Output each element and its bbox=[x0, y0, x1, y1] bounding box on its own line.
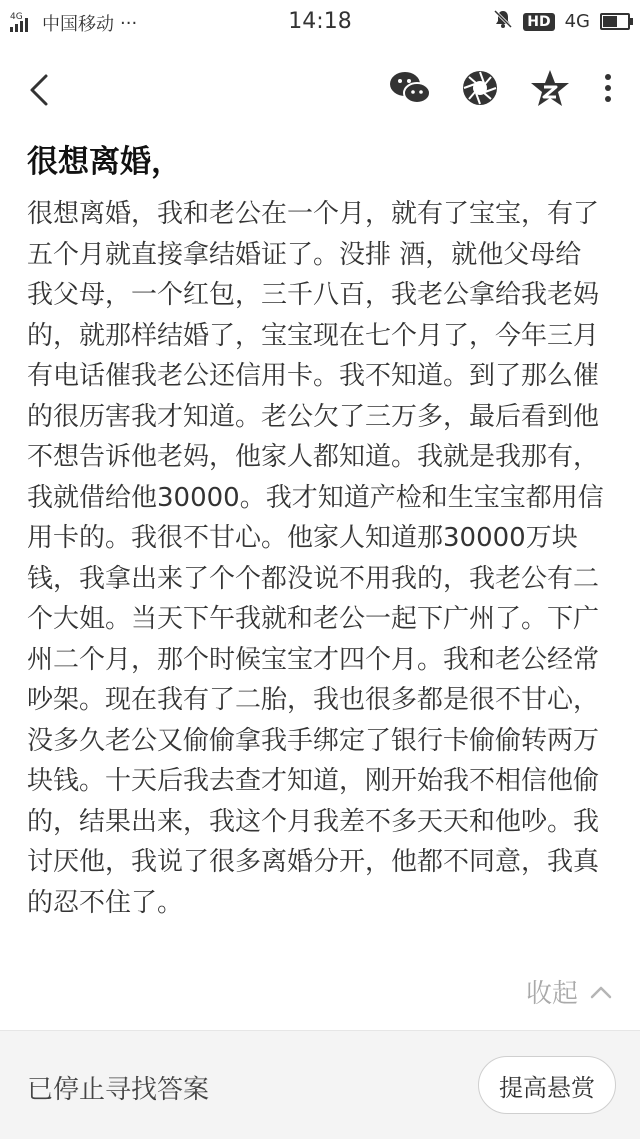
moments-icon bbox=[461, 69, 499, 107]
back-icon bbox=[22, 64, 62, 112]
mute-bell-icon bbox=[493, 9, 513, 34]
raise-bounty-button[interactable]: 提高悬赏 bbox=[478, 1056, 616, 1114]
share-moments-button[interactable] bbox=[458, 66, 502, 110]
search-stopped-status: 已停止寻找答案 bbox=[27, 1075, 210, 1105]
collapse-button[interactable] bbox=[526, 973, 612, 1010]
network-type: 4G bbox=[564, 11, 590, 32]
more-icon bbox=[604, 73, 612, 103]
status-right bbox=[493, 9, 630, 34]
chevron-up-icon bbox=[590, 985, 612, 999]
share-wechat-button[interactable] bbox=[388, 66, 432, 110]
footer-bar bbox=[0, 1030, 640, 1139]
qzone-icon bbox=[530, 69, 570, 107]
network-tag: 4G bbox=[10, 12, 23, 22]
question-body: 很想离婚，我和老公在一个月，就有了宝宝，有了五个月就直接拿结婚证了。没排 酒，就他父母给我父母，一个红包，三千八百，我老公拿给我老妈的，就那样结婚了，宝宝现在七个月了，今年三月有电话催我老公还信用卡。我不知道。到了那么催的很历害我才知道。老公欠了三万多，最后看到他不想告诉他老妈，他家人都知道。我就是我那有，我就借给他30000。我才知道产检和生宝宝都用信用卡的。我很不甘心。他家人知道那30000万块钱，我拿出来了个个都没说不用我的，我老公有二个大姐。当天下午我就和老公一起下广州了。下广州二个月，那个时候宝宝才四个月。我和老公经常吵架。现在我有了二胎，我也很多都是很不甘心，没多久老公又偷偷拿我手绑定了银行卡偷偷转两万块钱。十天后我去查才知道，刚开始我不相信他偷的，结果出来，我这个月我差不多天天和他吵。我讨厌他，我说了很多离婚分开，他都不同意，我真的忍不住了。 bbox=[27, 199, 604, 918]
nav-actions bbox=[388, 66, 618, 110]
wechat-icon bbox=[389, 70, 431, 106]
carrier-name: 中国移动 bbox=[42, 14, 114, 35]
battery-icon bbox=[600, 13, 630, 30]
status-time: 14:18 bbox=[288, 9, 352, 34]
nav-bar bbox=[0, 56, 640, 120]
question-title: 很想离婚， bbox=[27, 144, 182, 180]
share-qzone-button[interactable] bbox=[528, 66, 572, 110]
collapse-label: 收起 bbox=[525, 979, 578, 1009]
status-dots: ··· bbox=[120, 12, 138, 34]
more-button[interactable] bbox=[598, 66, 618, 110]
status-bar bbox=[0, 0, 640, 44]
hd-badge: HD bbox=[523, 13, 554, 31]
back-button[interactable] bbox=[22, 64, 62, 112]
